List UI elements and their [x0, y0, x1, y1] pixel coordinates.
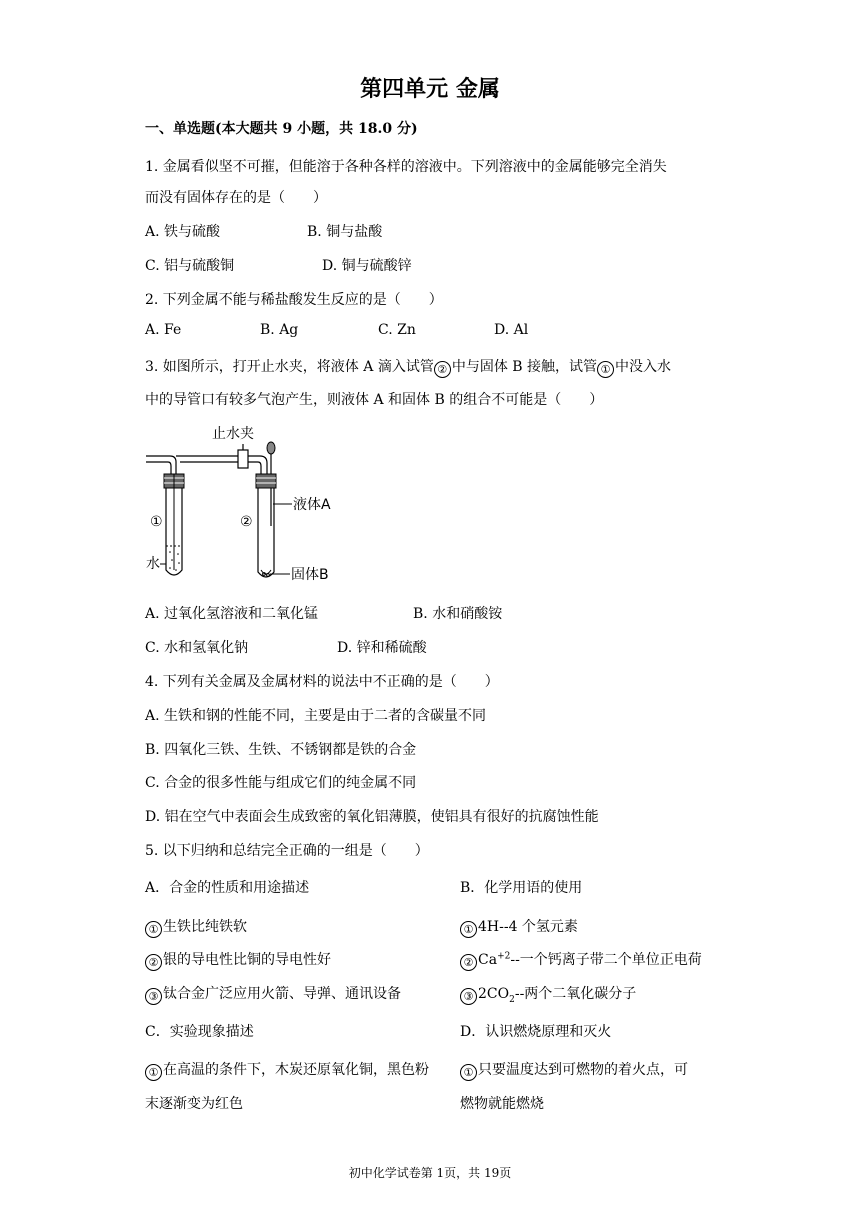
q5-b-item2-charge: +2 [497, 951, 511, 962]
q5-b-item2 [460, 949, 702, 971]
q3-option-a: A. 过氧化氢溶液和二氧化锰 [145, 606, 319, 622]
tube2-label: ② [240, 514, 253, 530]
item-number: ③ [145, 988, 162, 1005]
q2-option-c: C. Zn [378, 322, 416, 338]
q2-stem: 2. 下列金属不能与稀盐酸发生反应的是（ ） [145, 292, 443, 308]
apparatus-figure [140, 422, 350, 592]
q5-d-item1-line1 [460, 1059, 688, 1081]
q5-group-a-heading: A．合金的性质和用途描述 [145, 880, 310, 896]
q5-a-item2-text: 银的导电性比铜的导电性好 [163, 952, 331, 968]
q3-stem-part3: 中没入水 [615, 359, 672, 375]
q5-b-item3-subscript: 2 [509, 994, 515, 1005]
tube1-label: ① [150, 514, 163, 530]
tube-number-2: ② [434, 361, 451, 378]
q5-a-item1 [145, 916, 247, 938]
item-number: ③ [460, 988, 477, 1005]
tube-number-1: ① [597, 361, 614, 378]
q2-option-d: D. Al [494, 322, 529, 338]
section-heading: 一、单选题(本大题共 9 小题，共 18.0 分) [145, 121, 418, 137]
q5-b-item1-text: 4H--4 个氢元素 [478, 919, 578, 935]
q4-option-d: D. 铝在空气中表面会生成致密的氧化铝薄膜，使铝具有很好的抗腐蚀性能 [145, 809, 599, 825]
q5-c-item1-text: 在高温的条件下，木炭还原氧化铜，黑色粉 [163, 1062, 429, 1078]
q5-d-item1-line2: 燃物就能燃烧 [460, 1096, 544, 1112]
q5-group-d-heading: D．认识燃烧原理和灭火 [460, 1024, 612, 1040]
q5-group-b-heading: B．化学用语的使用 [460, 880, 583, 896]
item-number: ① [145, 921, 162, 938]
q1-option-d: D. 铜与硫酸锌 [322, 258, 412, 274]
q5-b-item3-text: --两个二氧化碳分子 [514, 986, 637, 1002]
q5-b-item2-symbol: Ca [478, 952, 498, 968]
q1-option-c: C. 铝与硫酸铜 [145, 258, 235, 274]
q2-option-a: A. Fe [145, 322, 182, 338]
q3-stem-part2: 中与固体 B 接触，试管 [451, 359, 598, 375]
q2-option-b: B. Ag [260, 322, 299, 338]
q1-option-a: A. 铁与硫酸 [145, 224, 221, 240]
q5-c-item1-line1 [145, 1059, 429, 1081]
item-number: ① [145, 1064, 162, 1081]
item-number: ① [460, 1064, 477, 1081]
q3-stem-line2: 中的导管口有较多气泡产生，则液体 A 和固体 B 的组合不可能是（ ） [145, 392, 604, 408]
clamp-label: 止水夹 [212, 426, 254, 442]
item-number: ① [460, 921, 477, 938]
q4-option-c: C. 合金的很多性能与组成它们的纯金属不同 [145, 775, 417, 791]
item-number: ② [145, 954, 162, 971]
q5-b-item2-text: --一个钙离子带二个单位正电荷 [510, 952, 702, 968]
q5-a-item3 [145, 983, 401, 1005]
q1-option-b: B. 铜与盐酸 [307, 224, 383, 240]
q5-b-item1 [460, 916, 578, 938]
q3-stem-part1: 3. 如图所示，打开止水夹，将液体 A 滴入试管 [145, 359, 434, 375]
q3-option-d: D. 锌和稀硫酸 [337, 640, 427, 656]
q5-a-item3-text: 钛合金广泛应用火箭、导弹、通讯设备 [163, 986, 401, 1002]
q1-stem-line2: 而没有固体存在的是（ ） [145, 190, 327, 206]
q5-d-item1-text: 只要温度达到可燃物的着火点，可 [478, 1062, 688, 1078]
q3-stem-line1 [145, 356, 671, 378]
q3-option-c: C. 水和氢氧化钠 [145, 640, 249, 656]
q5-stem: 5. 以下归纳和总结完全正确的一组是（ ） [145, 843, 429, 859]
q3-option-b: B. 水和硝酸铵 [413, 606, 503, 622]
q5-c-item1-line2: 末逐渐变为红色 [145, 1096, 243, 1112]
q5-b-item3-formula: 2CO [478, 986, 510, 1002]
q5-b-item3 [460, 983, 636, 1005]
page-title: 第四单元 金属 [360, 76, 500, 102]
q1-stem-line1: 1. 金属看似坚不可摧，但能溶于各种各样的溶液中。下列溶液中的金属能够完全消失 [145, 159, 667, 175]
q5-group-c-heading: C．实验现象描述 [145, 1024, 254, 1040]
liquid-a-label: 液体A [293, 497, 331, 513]
q4-option-a: A. 生铁和钢的性能不同，主要是由于二者的含碳量不同 [145, 708, 487, 724]
page-footer: 初中化学试卷第 1页，共 19页 [348, 1166, 512, 1180]
q5-a-item1-text: 生铁比纯铁软 [163, 919, 247, 935]
q4-option-b: B. 四氧化三铁、生铁、不锈钢都是铁的合金 [145, 742, 417, 758]
q5-a-item2 [145, 949, 331, 971]
solid-b-label: 固体B [291, 567, 329, 583]
water-label: 水 [146, 556, 160, 572]
q4-stem: 4. 下列有关金属及金属材料的说法中不正确的是（ ） [145, 674, 499, 690]
item-number: ② [460, 954, 477, 971]
